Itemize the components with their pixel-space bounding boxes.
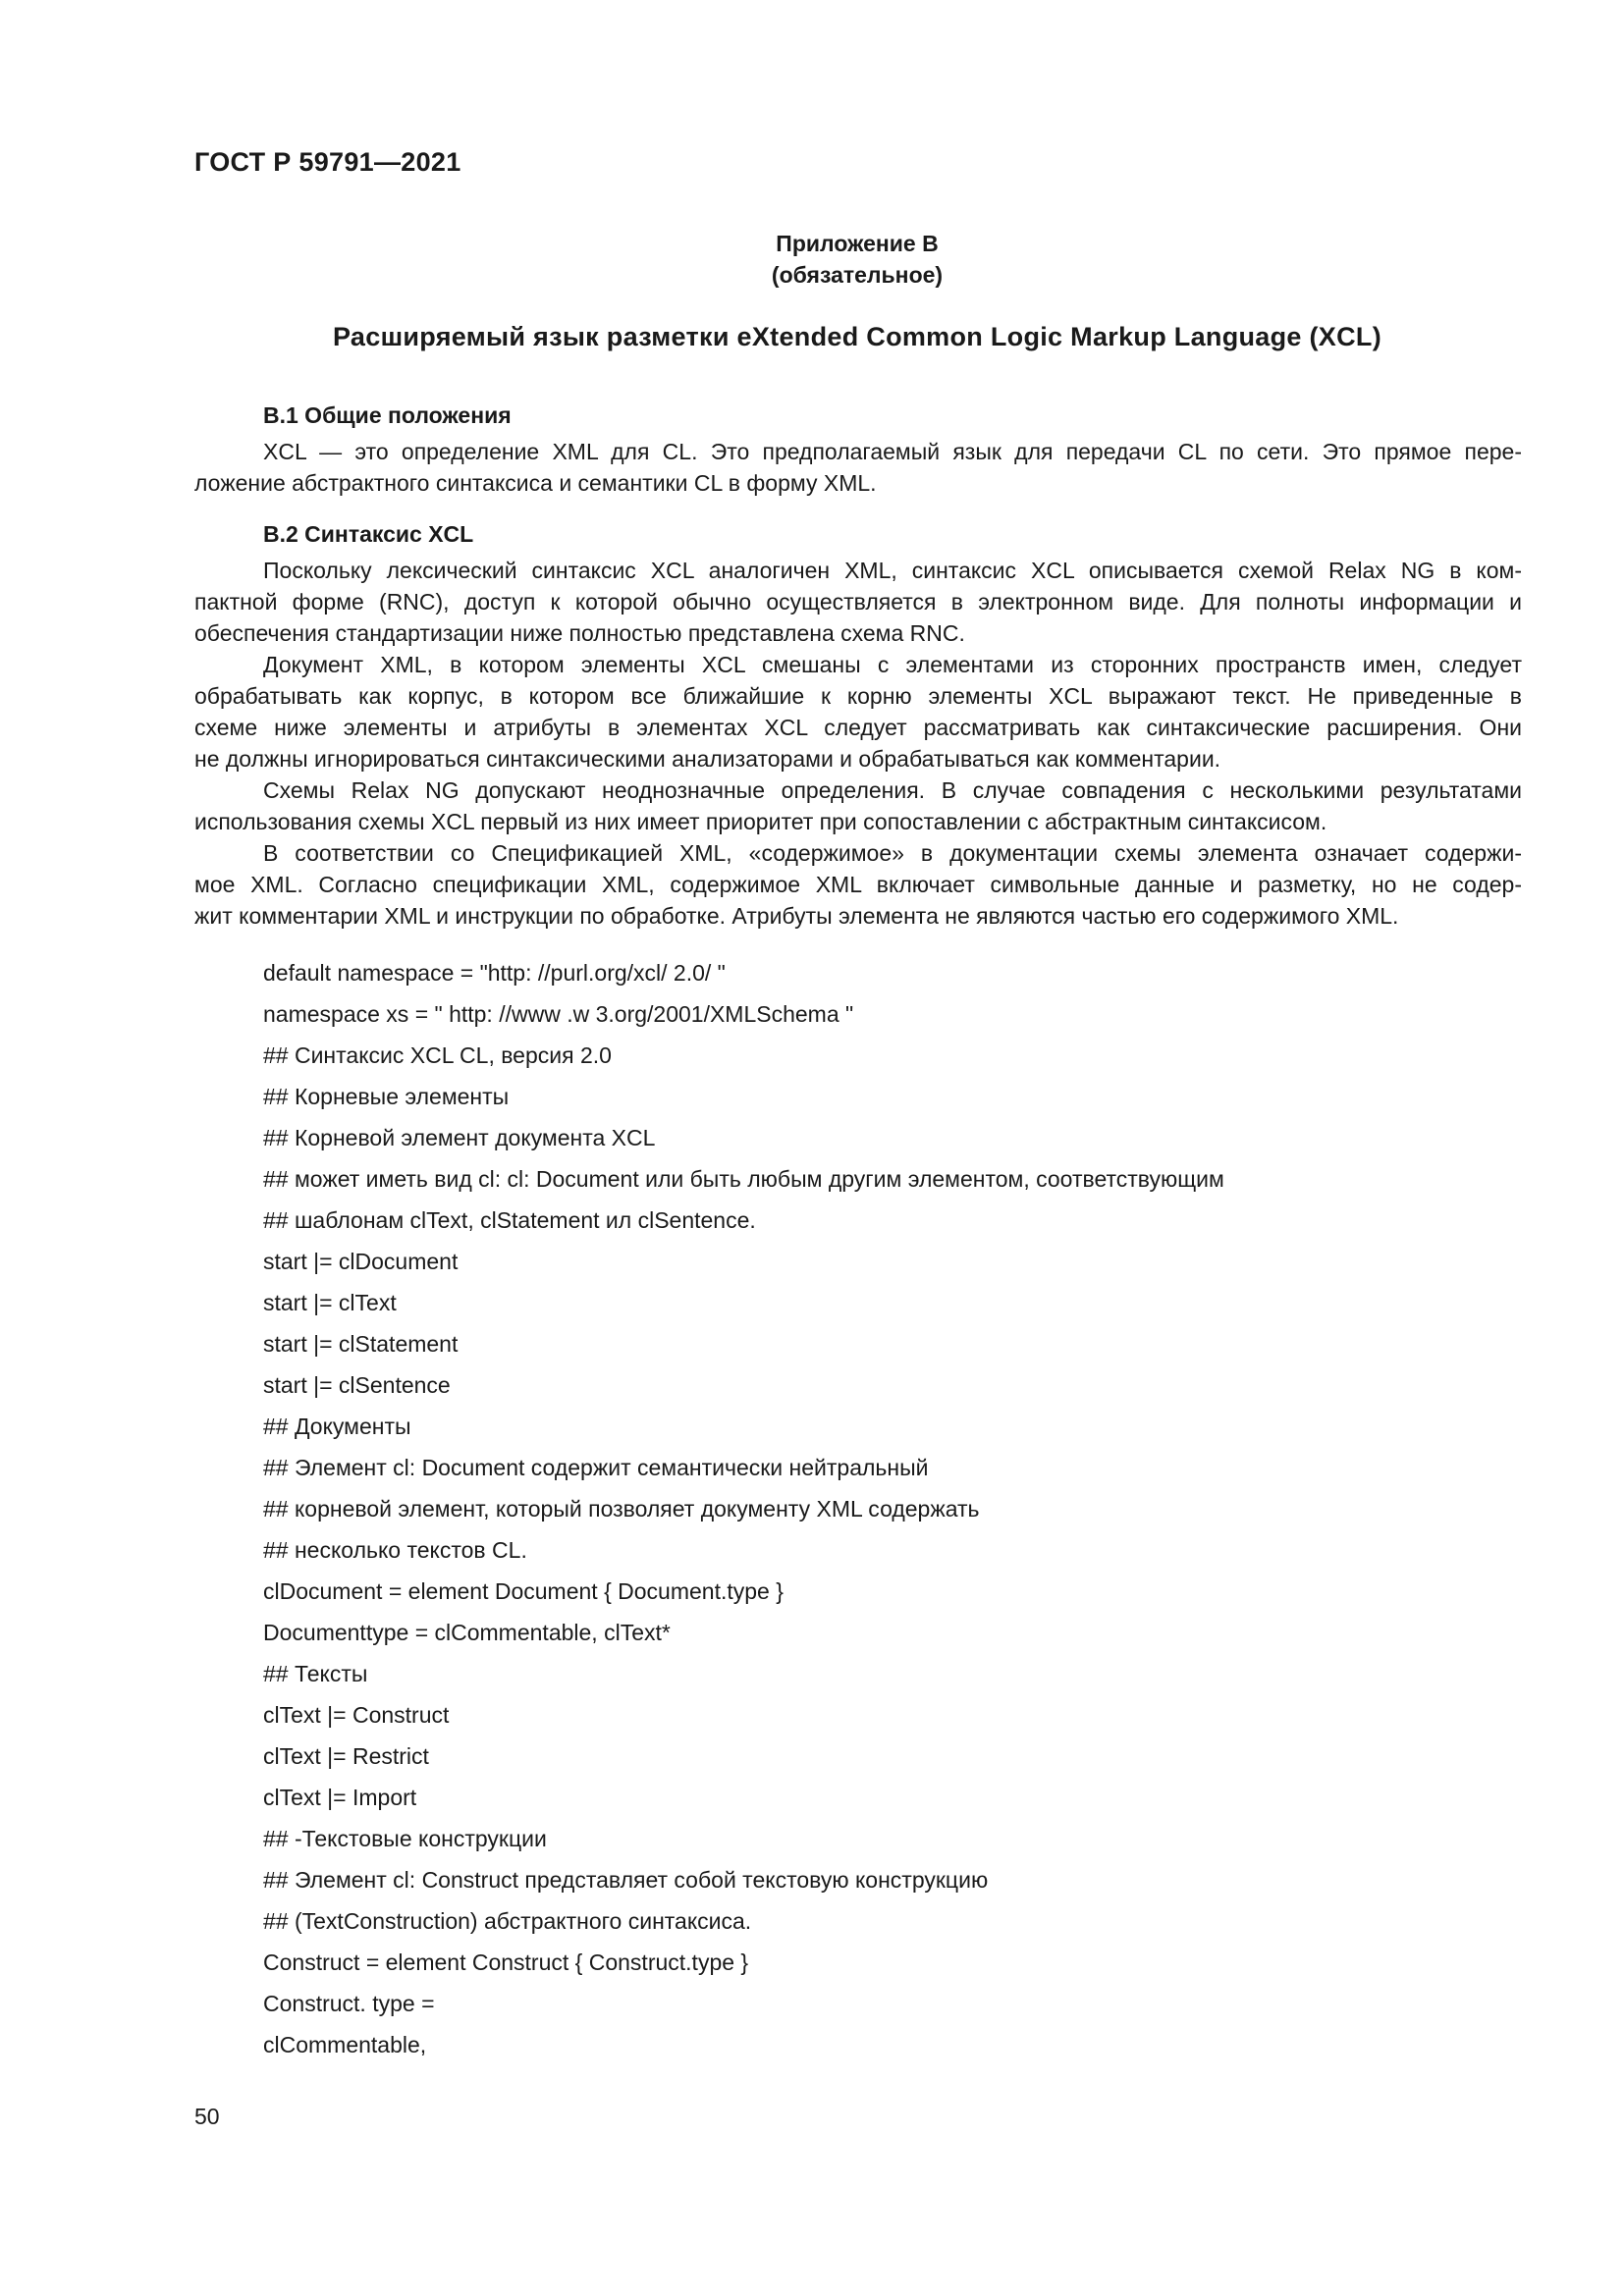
page-number: 50 bbox=[194, 2104, 220, 2129]
schema-line: ## Документы bbox=[263, 1414, 411, 1439]
paragraph bbox=[194, 436, 1522, 499]
text-line: мое XML. Согласно спецификации XML, содержимое XML включает символьные данные и разметку, но не содер- bbox=[194, 872, 1522, 897]
schema-line: Construct = element Construct { Construct.type } bbox=[263, 1949, 749, 1975]
standard-designation: ГОСТ Р 59791—2021 bbox=[194, 147, 461, 177]
schema-line: namespace xs = " http: //www .w 3.org/2001/XMLSchema " bbox=[263, 1001, 854, 1027]
schema-line: start |= clStatement bbox=[263, 1331, 459, 1357]
schema-line: Documenttype = clCommentable, clText* bbox=[263, 1620, 671, 1645]
section-heading-b2: В.2 Синтаксис XCL bbox=[263, 521, 474, 547]
schema-listing bbox=[263, 952, 1224, 2065]
annex-label: Приложение В bbox=[776, 231, 939, 256]
schema-line: clText |= Import bbox=[263, 1785, 417, 1810]
paragraph bbox=[194, 837, 1522, 932]
text-line: обеспечения стандартизации ниже полностью представлена схема RNC. bbox=[194, 620, 965, 646]
schema-line: ## Корневые элементы bbox=[263, 1084, 510, 1109]
schema-line: ## Синтаксис XCL CL, версия 2.0 bbox=[263, 1042, 612, 1068]
schema-line: Construct. type = bbox=[263, 1991, 435, 2016]
text-line: Документ XML, в котором элементы XCL смешаны с элементами из сторонних пространств имен, следует bbox=[263, 652, 1522, 677]
schema-line: ## может иметь вид cl: cl: Document или быть любым другим элементом, соответствующим bbox=[263, 1166, 1224, 1192]
schema-line: ## Корневой элемент документа XCL bbox=[263, 1125, 656, 1150]
schema-line: default namespace = "http: //purl.org/xcl/ 2.0/ " bbox=[263, 960, 726, 986]
schema-line: clText |= Construct bbox=[263, 1702, 450, 1728]
schema-line: clDocument = element Document { Document.type } bbox=[263, 1578, 784, 1604]
schema-line: start |= clDocument bbox=[263, 1249, 459, 1274]
paragraph bbox=[194, 774, 1522, 837]
schema-line: clText |= Restrict bbox=[263, 1743, 429, 1769]
text-line: пактной форме (RNC), доступ к которой обычно осуществляется в электронном виде. Для полноты информации и bbox=[194, 589, 1522, 614]
paragraph bbox=[194, 649, 1522, 774]
schema-line: ## Тексты bbox=[263, 1661, 368, 1686]
annex-status: (обязательное) bbox=[771, 262, 944, 288]
text-line: обрабатывать как корпус, в котором все ближайшие к корню элементы XCL выражают текст. Не приведенные в bbox=[194, 683, 1522, 709]
schema-line: ## (TextConstruction) абстрактного синтаксиса. bbox=[263, 1908, 752, 1934]
schema-line: ## -Текстовые конструкции bbox=[263, 1826, 547, 1851]
text-line: Поскольку лексический синтаксис XCL аналогичен XML, синтаксис XCL описывается схемой Relax NG в ком- bbox=[263, 558, 1522, 583]
schema-line: clCommentable, bbox=[263, 2032, 427, 2057]
section-heading-b1: В.1 Общие положения bbox=[263, 402, 512, 428]
text-line: жит комментарии XML и инструкции по обработке. Атрибуты элемента не являются частью его содержимого XML. bbox=[194, 903, 1399, 929]
text-line: XCL — это определение XML для CL. Это предполагаемый язык для передачи CL по сети. Это прямое пере- bbox=[263, 439, 1522, 464]
schema-line: start |= clSentence bbox=[263, 1372, 451, 1398]
text-line: Схемы Relax NG допускают неоднозначные определения. В случае совпадения с несколькими результатами bbox=[263, 777, 1522, 803]
text-line: В соответствии со Спецификацией XML, «содержимое» в документации схемы элемента означает содержи- bbox=[263, 840, 1522, 866]
paragraph bbox=[194, 555, 1522, 649]
schema-line: ## несколько текстов CL. bbox=[263, 1537, 527, 1563]
schema-line: ## Элемент cl: Document содержит семантически нейтральный bbox=[263, 1455, 929, 1480]
annex-title: Расширяемый язык разметки eXtended Common Logic Markup Language (XCL) bbox=[332, 322, 1381, 351]
schema-line: ## шаблонам clText, clStatement ил clSentence. bbox=[263, 1207, 756, 1233]
text-line: использования схемы XCL первый из них имеет приоритет при сопоставлении с абстрактным синтаксисом. bbox=[194, 809, 1327, 834]
annex-heading bbox=[194, 228, 1520, 291]
schema-line: start |= clText bbox=[263, 1290, 397, 1315]
text-line: не должны игнорироваться синтаксическими анализаторами и обрабатываться как комментарии. bbox=[194, 746, 1221, 772]
text-line: схеме ниже элементы и атрибуты в элементах XCL следует рассматривать как синтаксические расширения. Они bbox=[194, 715, 1522, 740]
schema-line: ## корневой элемент, который позволяет документу XML содержать bbox=[263, 1496, 980, 1522]
text-line: ложение абстрактного синтаксиса и семантики CL в форму XML. bbox=[194, 470, 877, 496]
schema-line: ## Элемент cl: Construct представляет собой текстовую конструкцию bbox=[263, 1867, 989, 1893]
